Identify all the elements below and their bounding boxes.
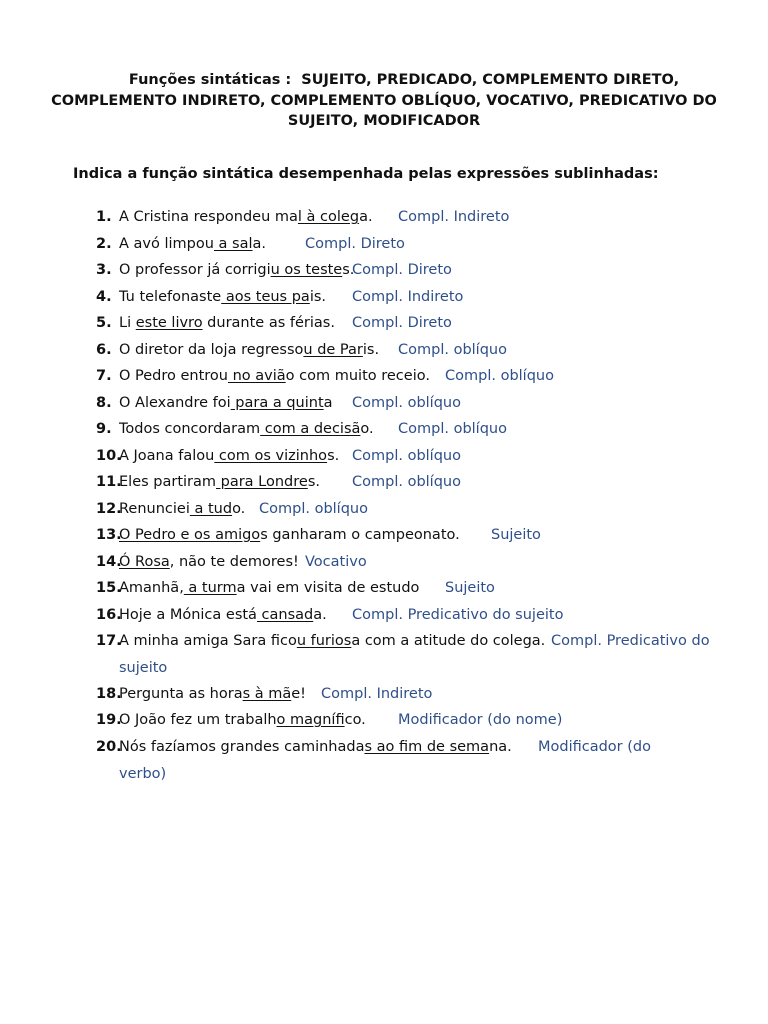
underlined-expression: no aviã	[228, 368, 286, 384]
underlined-expression: O Pedro e os amigo	[119, 527, 261, 543]
sentence-text: Pergunta as hora	[119, 686, 243, 702]
answer-text-continued: verbo)	[119, 765, 167, 782]
answer-text-continued: sujeito	[119, 659, 168, 676]
list-item	[96, 681, 736, 708]
sentence-text: a	[323, 395, 333, 411]
underlined-expression: a tud	[189, 501, 233, 517]
answer-text: Compl. Direto	[352, 262, 452, 278]
item-number: 2.	[96, 236, 112, 252]
sentence-text: co.	[344, 712, 366, 728]
sentence-text: a.	[359, 209, 373, 225]
underlined-expression: para a quint	[230, 395, 324, 411]
item-number: 13.	[96, 527, 122, 543]
item-number: 11.	[96, 474, 122, 490]
underlined-expression: u furios	[296, 633, 352, 649]
answer-text: Compl. Indireto	[398, 209, 510, 225]
answer-text: Sujeito	[491, 527, 541, 543]
sentence-text: a.	[313, 607, 327, 623]
list-item	[96, 310, 736, 337]
sentence-text: na.	[489, 739, 512, 755]
answer-text: Compl. oblíquo	[398, 342, 507, 358]
sentence-text: O Alexandre foi	[119, 395, 231, 411]
list-item	[96, 231, 736, 258]
list-item	[96, 337, 736, 364]
sentence-text: O Pedro entrou	[119, 368, 228, 384]
underlined-expression: cansad	[256, 607, 314, 623]
item-number: 14.	[96, 554, 122, 570]
list-item	[96, 390, 736, 417]
answer-text: Compl. Predicativo do	[551, 633, 710, 649]
list-item	[96, 204, 736, 231]
sentence-text: O diretor da loja regresso	[119, 342, 304, 358]
item-number: 4.	[96, 289, 112, 305]
sentence-text: Hoje a Mónica está	[119, 607, 257, 623]
list-item	[96, 469, 736, 496]
answer-text: Compl. oblíquo	[445, 368, 554, 384]
sentence-text: s.	[307, 474, 320, 490]
sentence-text: Eles partiram	[119, 474, 217, 490]
answer-text: Compl. Predicativo do sujeito	[352, 607, 564, 623]
list-item	[96, 257, 736, 284]
sentence-text: A Cristina respondeu ma	[119, 209, 298, 225]
sentence-text: s.	[342, 262, 355, 278]
list-item	[96, 496, 736, 523]
underlined-expression: aos teus pa	[221, 289, 310, 305]
sentence-text: A avó limpou	[119, 236, 214, 252]
underlined-expression: com a decisã	[260, 421, 361, 437]
list-item	[96, 575, 736, 602]
sentence-text: e!	[291, 686, 306, 702]
item-number: 1.	[96, 209, 112, 225]
item-number: 12.	[96, 501, 122, 517]
item-number: 6.	[96, 342, 112, 358]
answer-text: Compl. Indireto	[321, 686, 433, 702]
underlined-expression: u os teste	[270, 262, 343, 278]
item-number: 7.	[96, 368, 112, 384]
sentence-text: o.	[232, 501, 246, 517]
sentence-text: is.	[362, 342, 380, 358]
sentence-text: is.	[309, 289, 327, 305]
underlined-expression: a turm	[183, 580, 237, 596]
sentence-text: Renunciei	[119, 501, 190, 517]
sentence-text: Li	[119, 315, 136, 331]
underlined-expression: u de Par	[303, 342, 363, 358]
sentence-text: Nós fazíamos grandes caminhada	[119, 739, 365, 755]
answer-text: Compl. Direto	[352, 315, 452, 331]
sentence-text: o.	[360, 421, 374, 437]
answer-text: Modificador (do	[538, 739, 651, 755]
item-number: 5.	[96, 315, 112, 331]
answer-text: Vocativo	[305, 554, 367, 570]
list-item	[96, 602, 736, 629]
answer-text: Compl. oblíquo	[352, 474, 461, 490]
underlined-expression: com os vizinho	[214, 448, 328, 464]
underlined-expression: este livro	[135, 315, 203, 331]
sentence-text: s ganharam o campeonato.	[260, 527, 460, 543]
answer-text: Sujeito	[445, 580, 495, 596]
sentence-text: O João fez um trabalh	[119, 712, 277, 728]
list-item	[96, 628, 736, 676]
list-item	[96, 284, 736, 311]
item-number: 16.	[96, 607, 122, 623]
list-item	[96, 549, 736, 576]
sentence-text: a vai em visita de estudo	[236, 580, 420, 596]
sentence-text: A Joana falou	[119, 448, 215, 464]
title-line-3: SUJEITO, MODIFICADOR	[287, 113, 481, 129]
sentence-text: O professor já corrigi	[119, 262, 271, 278]
title-line-2: COMPLEMENTO INDIRETO, COMPLEMENTO OBLÍQUO, VOCATIVO, PREDICATIVO DO	[51, 92, 717, 109]
underlined-expression: l à coleg	[297, 209, 360, 225]
underlined-expression: s à mã	[242, 686, 292, 702]
sentence-text: A minha amiga Sara fico	[119, 633, 297, 649]
underlined-expression: s ao fim de sema	[364, 739, 490, 755]
underlined-expression: a sal	[213, 236, 253, 252]
answer-text: Compl. oblíquo	[398, 421, 507, 437]
item-number: 10.	[96, 448, 122, 464]
sentence-text: , não te demores!	[169, 554, 299, 570]
sentence-text: Todos concordaram	[119, 421, 261, 437]
sentence-text: a.	[252, 236, 267, 252]
title-line-1: Funções sintáticas : SUJEITO, PREDICADO, COMPLEMENTO DIRETO,	[128, 72, 680, 88]
worksheet-title	[40, 70, 728, 132]
item-number: 20.	[96, 739, 122, 755]
list-item	[96, 734, 736, 782]
underlined-expression: Ó Rosa	[119, 554, 170, 570]
item-number: 3.	[96, 262, 112, 278]
underlined-expression: o magnífi	[276, 712, 345, 728]
list-item	[96, 416, 736, 443]
sentence-text: durante as férias.	[202, 315, 335, 331]
item-number: 19.	[96, 712, 122, 728]
underlined-expression: para Londre	[216, 474, 308, 490]
answer-text: Compl. Indireto	[352, 289, 464, 305]
instruction-text: Indica a função sintática desempenhada pelas expressões sublinhadas:	[73, 166, 659, 182]
answer-text: Compl. Direto	[305, 236, 405, 252]
answer-text: Compl. oblíquo	[259, 501, 368, 517]
item-number: 17.	[96, 633, 122, 649]
list-item	[96, 443, 736, 470]
sentence-text: o com muito receio.	[285, 368, 430, 384]
list-item	[96, 363, 736, 390]
item-number: 15.	[96, 580, 122, 596]
list-item	[96, 522, 736, 549]
sentence-text: Tu telefonaste	[119, 289, 222, 305]
sentence-text: Amanhã,	[119, 580, 184, 596]
sentence-text: a com a atitude do colega.	[351, 633, 546, 649]
item-number: 9.	[96, 421, 112, 437]
item-number: 8.	[96, 395, 112, 411]
sentence-text: s.	[327, 448, 340, 464]
answer-text: Compl. oblíquo	[352, 395, 461, 411]
answer-text: Compl. oblíquo	[352, 448, 461, 464]
item-number: 18.	[96, 686, 122, 702]
list-item	[96, 707, 736, 734]
answer-text: Modificador (do nome)	[398, 712, 563, 728]
